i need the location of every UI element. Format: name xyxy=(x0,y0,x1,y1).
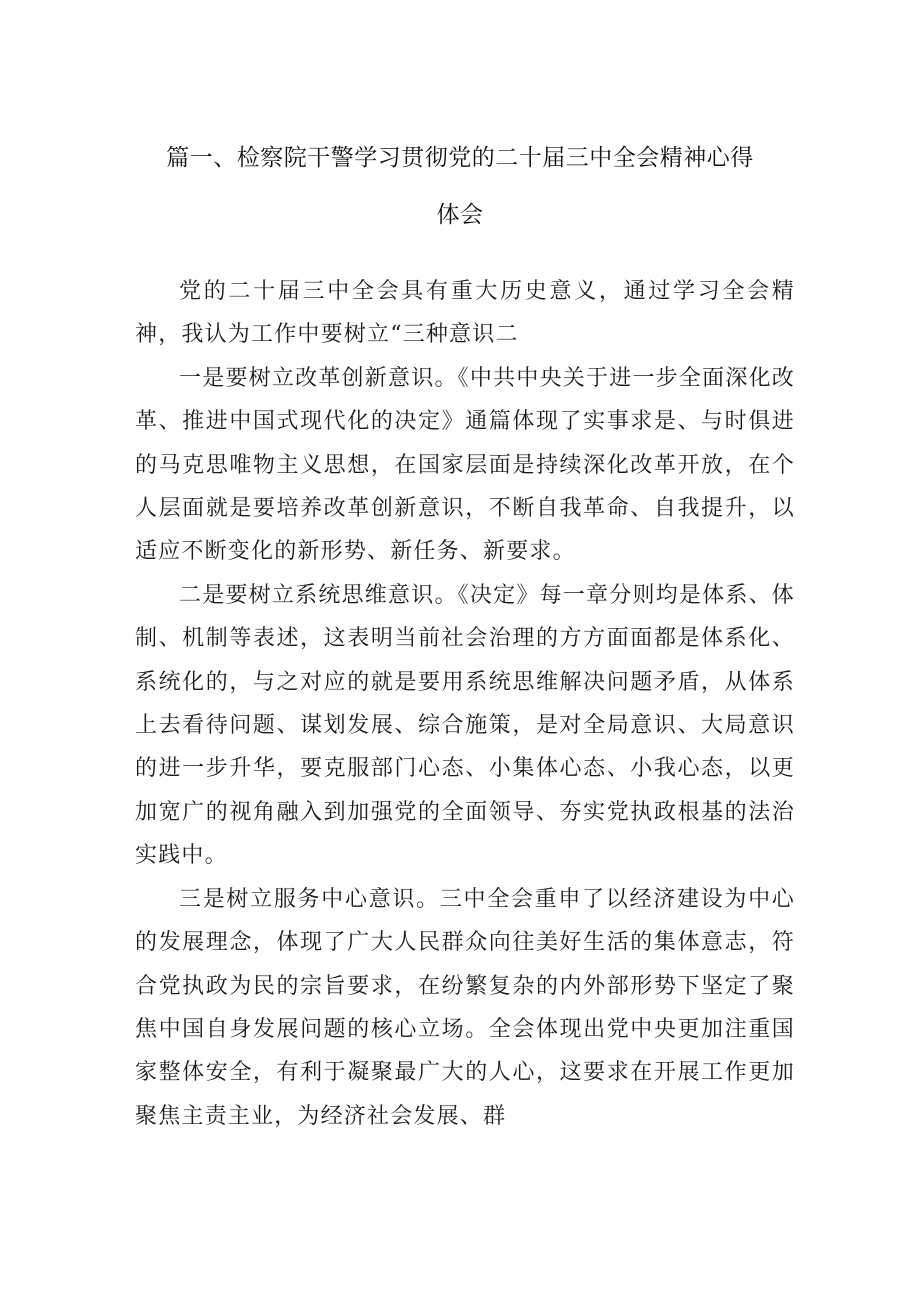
document-title-line-1: 篇一、检察院干警学习贯彻党的二十届三中全会精神心得 xyxy=(166,145,754,171)
paragraph-reform-innovation: 一是要树立改革创新意识。《中共中央关于进一步全面深化改革、推进中国式现代化的决定》通篇体现了实事求是、与时俱进的马克思唯物主义思想，在国家层面是持续深化改革开放，在个人层面就是要培养改革创新意识，不断自我革命、自我提升，以适应不断变化的新形势、新任务、新要求。 xyxy=(135,365,795,565)
paragraph-systems-thinking: 二是要树立系统思维意识。《决定》每一章分则均是体系、体制、机制等表述，这表明当前社会治理的方方面面都是体系化、系统化的，与之对应的就是要用系统思维解决问题矛盾，从体系上去看待问题、谋划发展、综合施策，是对全局意识、大局意识的进一步升华，要克服部门心态、小集体心态、小我心态，以更加宽广的视角融入到加强党的全面领导、夯实党执政根基的法治实践中。 xyxy=(135,582,795,869)
document-body xyxy=(135,270,795,1138)
paragraph-service-center: 三是树立服务中心意识。三中全会重申了以经济建设为中心的发展理念，体现了广大人民群众向往美好生活的集体意志，符合党执政为民的宗旨要求，在纷繁复杂的内外部形势下坚定了聚焦中国自身发展问题的核心立场。全会体现出党中央更加注重国家整体安全，有利于凝聚最广大的人心，这要求在开展工作更加聚焦主责主业，为经济社会发展、群 xyxy=(135,886,795,1129)
paragraph-intro: 党的二十届三中全会具有重大历史意义，通过学习全会精神，我认为工作中要树立“三种意识二 xyxy=(135,279,795,348)
document-title-line-2: 体会 xyxy=(436,202,484,228)
